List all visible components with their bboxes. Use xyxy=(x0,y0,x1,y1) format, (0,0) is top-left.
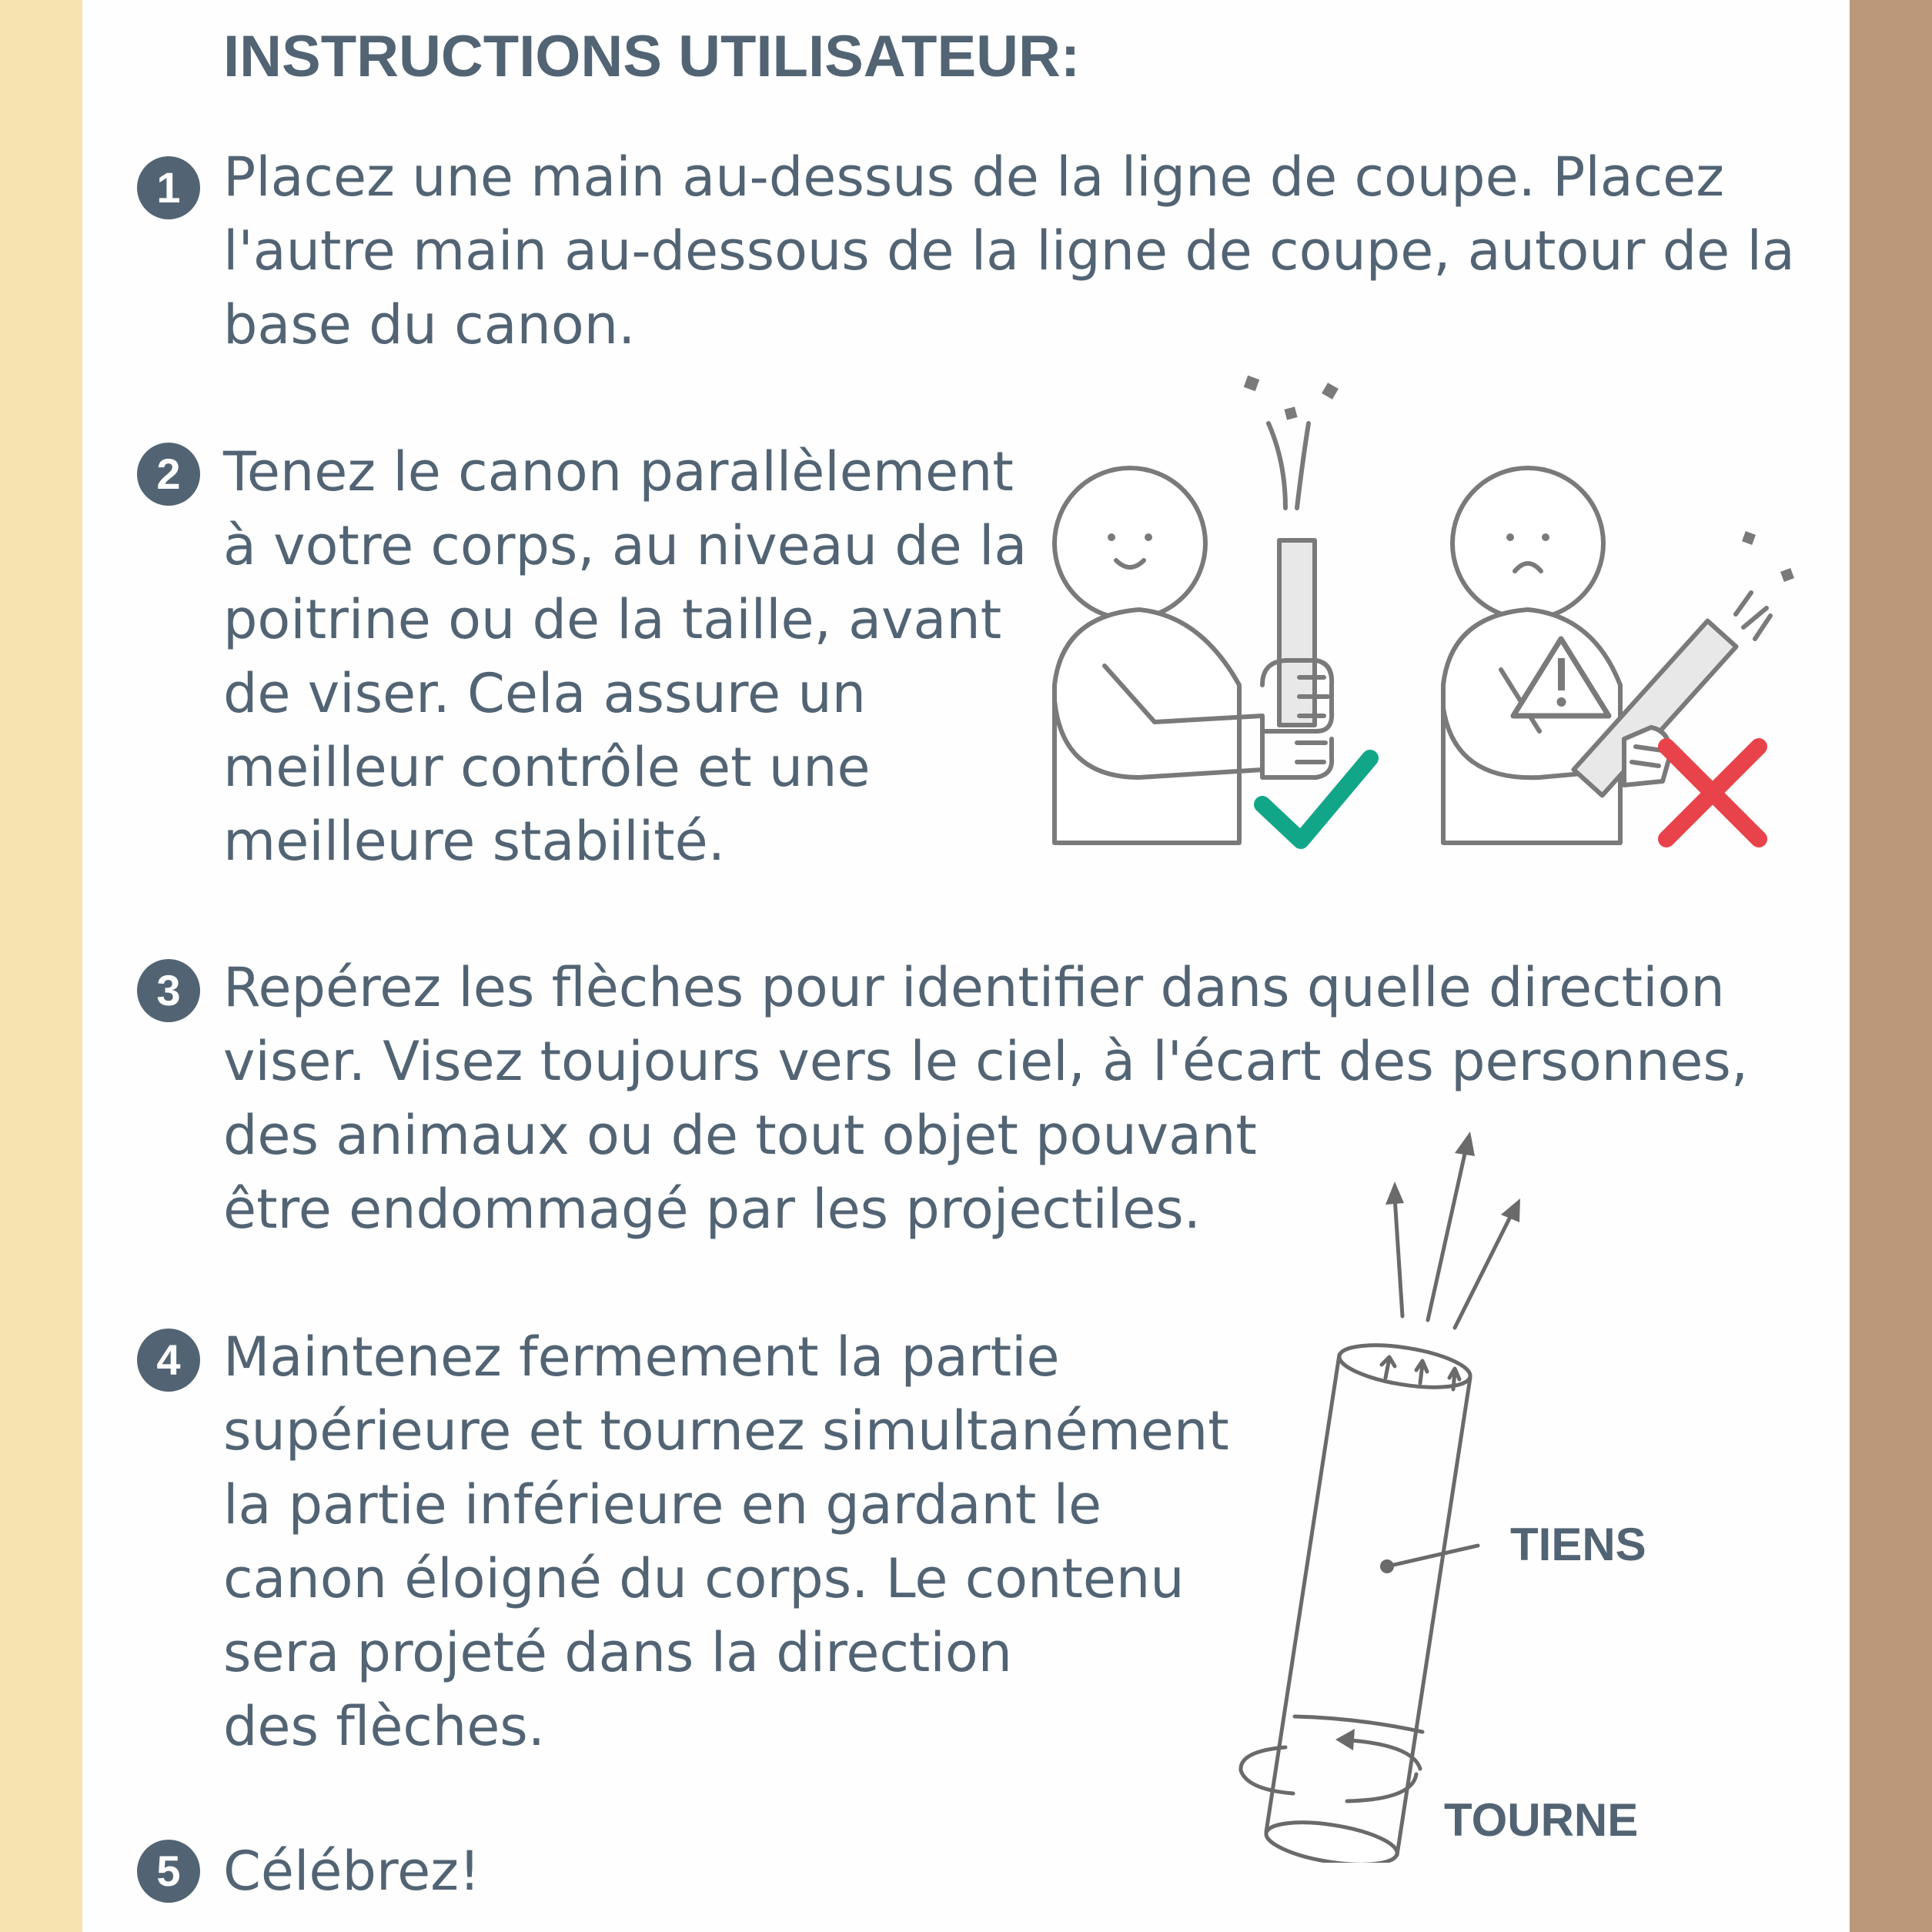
step-2-text: Tenez le canon parallèlement à votre corps, au niveau de la poitrine ou de la taille, avant de viser. Cela assure un meilleur contrôle et une meilleure stabilité. xyxy=(223,440,1028,873)
step-2-number: 2 xyxy=(137,443,200,506)
cross-icon xyxy=(1666,747,1759,839)
page-title: INSTRUCTIONS UTILISATEUR: xyxy=(223,24,1081,89)
step-5-text: Célébrez! xyxy=(223,1840,481,1903)
step-4-number: 4 xyxy=(137,1329,200,1392)
turn-label: TOURNE xyxy=(1444,1794,1639,1846)
check-icon xyxy=(1262,758,1370,841)
step-3-text: Repérez les flèches pour identifier dans quelle direction viser. Visez toujours vers le ciel, à l'écart des personnes, des animaux ou de tout objet pouvant être endommagé par les projectiles. xyxy=(223,956,1749,1241)
correct-figure xyxy=(1055,423,1332,843)
step-3-number: 3 xyxy=(137,959,200,1022)
step-1-number: 1 xyxy=(137,156,200,219)
holding-illustration xyxy=(1031,362,1817,870)
left-border xyxy=(0,0,82,1932)
step-1-text: Placez une main au-dessus de la ligne de coupe. Placez l'autre main au-dessous de la ligne de coupe, autour de la base du canon. xyxy=(223,145,1795,356)
cannon-diagram xyxy=(1224,1124,1655,1863)
step-5-number: 5 xyxy=(137,1840,200,1903)
right-border xyxy=(1850,0,1932,1932)
step-4-text: Maintenez fermement la partie supérieure et tournez simultanément la partie inférieure en gardant le canon éloigné du corps. Le contenu sera projeté dans la direction des flèches. xyxy=(223,1325,1229,1758)
hold-label: TIENS xyxy=(1510,1519,1646,1570)
